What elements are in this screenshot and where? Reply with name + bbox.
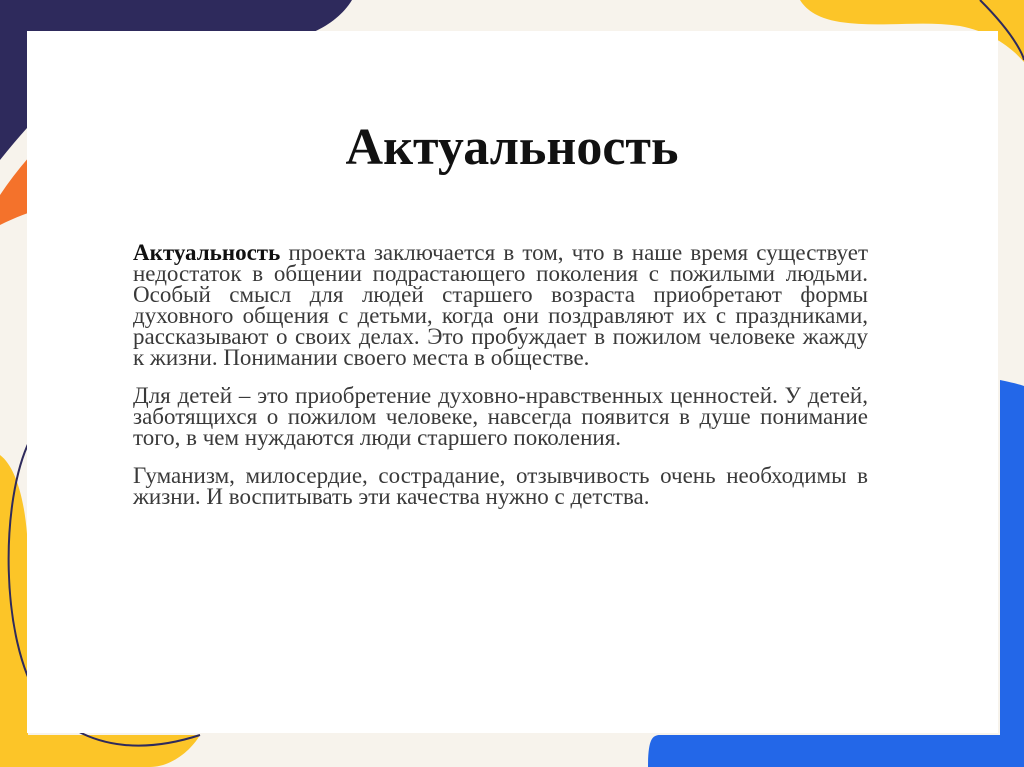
paragraph-children: Для детей – это приобретение духовно-нравственных ценностей. У детей, заботящихся о пожилом человеке, навсегда появится в душе понимание того, в чем нуждаются люди старшего поколения. [133,383,868,450]
paragraph-relevance [133,242,868,368]
paragraph-humanism: Гуманизм, милосердие, сострадание, отзывчивость очень необходимы в жизни. И воспитывать эти качества нужно с детства. [133,463,868,509]
paragraph-text: проекта заключается в том, что в наше время существует недостаток в общении подрастающего поколения с пожилыми людьми. Особый смысл для людей старшего возраста приобретают формы духовного общения с детьми, когда они поздравляют их с праздниками, рассказывают о своих делах. Это пробуждает в пожилом человеке жажду к жизни. Понимании своего места в обществе. [133,240,868,370]
slide-title: Актуальность [345,119,679,176]
paragraph-lead-word: Актуальность [133,240,281,265]
slide-body [133,242,868,524]
